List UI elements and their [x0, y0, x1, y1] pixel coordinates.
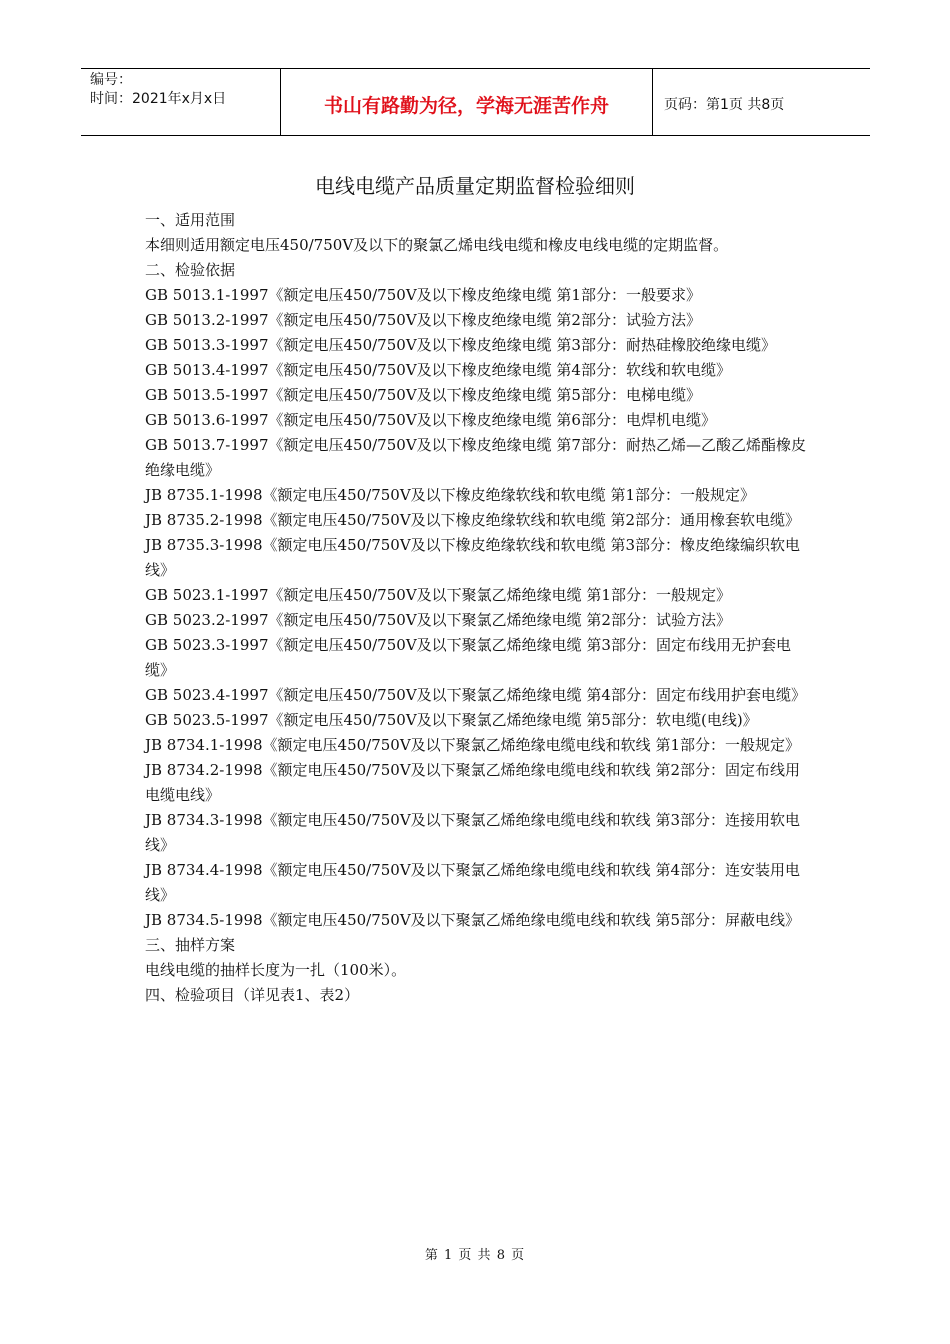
header-motto: 书山有路勤为径，学海无涯苦作舟: [281, 69, 653, 135]
standard-item: GB 5013.6-1997《额定电压450/750V及以下橡皮绝缘电缆 第6部分：电焊机电缆》: [145, 411, 716, 429]
standard-item: JB 8735.1-1998《额定电压450/750V及以下橡皮绝缘软线和软电缆 第1部分：一般规定》: [145, 486, 755, 504]
standard-item: GB 5013.4-1997《额定电压450/750V及以下橡皮绝缘电缆 第4部分：软线和软电缆》: [145, 361, 731, 379]
section-heading-scope: 一、适用范围: [145, 211, 236, 229]
document-date-label: 时间：2021年x月x日: [90, 91, 227, 107]
standard-item: JB 8735.2-1998《额定电压450/750V及以下橡皮绝缘软线和软电缆 第2部分：通用橡套软电缆》: [145, 511, 800, 529]
page-footer: 第 1 页 共 8 页: [424, 1248, 526, 1263]
standard-item: GB 5023.5-1997《额定电压450/750V及以下聚氯乙烯绝缘电缆 第5部分：软电缆(电线)》: [145, 711, 758, 729]
standard-item: GB 5023.3-1997《额定电压450/750V及以下聚氯乙烯绝缘电缆 第3部分：固定布线用无护套电缆》: [145, 636, 791, 679]
document-title: 电线电缆产品质量定期监督检验细则: [315, 174, 635, 198]
standard-item: GB 5023.1-1997《额定电压450/750V及以下聚氯乙烯绝缘电缆 第1部分：一般规定》: [145, 586, 731, 604]
page-header: [81, 68, 870, 136]
standard-item: GB 5023.4-1997《额定电压450/750V及以下聚氯乙烯绝缘电缆 第4部分：固定布线用护套电缆》: [145, 686, 806, 704]
standard-item: JB 8735.3-1998《额定电压450/750V及以下橡皮绝缘软线和软电缆 第3部分：橡皮绝缘编织软电线》: [145, 536, 800, 579]
standard-item: JB 8734.1-1998《额定电压450/750V及以下聚氯乙烯绝缘电缆电线和软线 第1部分：一般规定》: [145, 736, 800, 754]
document-body: [145, 208, 810, 1008]
standard-item: GB 5013.1-1997《额定电压450/750V及以下橡皮绝缘电缆 第1部分：一般要求》: [145, 286, 701, 304]
paragraph-scope: 本细则适用额定电压450/750V及以下的聚氯乙烯电线电缆和橡皮电线电缆的定期监督。: [145, 236, 729, 254]
header-meta: [81, 69, 281, 135]
standard-item: JB 8734.2-1998《额定电压450/750V及以下聚氯乙烯绝缘电缆电线和软线 第2部分：固定布线用电缆电线》: [145, 761, 800, 804]
header-page-number: 页码：第1页 共8页: [664, 97, 785, 113]
section-heading-sampling: 三、抽样方案: [145, 936, 236, 954]
standard-item: GB 5023.2-1997《额定电压450/750V及以下聚氯乙烯绝缘电缆 第2部分：试验方法》: [145, 611, 731, 629]
document-number-label: 编号：: [90, 72, 132, 88]
standard-item: GB 5013.7-1997《额定电压450/750V及以下橡皮绝缘电缆 第7部分：耐热乙烯—乙酸乙烯酯橡皮绝缘电缆》: [145, 436, 806, 479]
standard-item: JB 8734.3-1998《额定电压450/750V及以下聚氯乙烯绝缘电缆电线和软线 第3部分：连接用软电线》: [145, 811, 800, 854]
paragraph-sampling: 电线电缆的抽样长度为一扎（100米）。: [145, 961, 407, 979]
standard-item: GB 5013.5-1997《额定电压450/750V及以下橡皮绝缘电缆 第5部分：电梯电缆》: [145, 386, 701, 404]
standard-item: GB 5013.3-1997《额定电压450/750V及以下橡皮绝缘电缆 第3部分：耐热硅橡胶绝缘电缆》: [145, 336, 776, 354]
section-heading-basis: 二、检验依据: [145, 261, 236, 279]
standard-item: GB 5013.2-1997《额定电压450/750V及以下橡皮绝缘电缆 第2部分：试验方法》: [145, 311, 701, 329]
section-heading-items: 四、检验项目（详见表1、表2）: [145, 986, 360, 1004]
standard-item: JB 8734.5-1998《额定电压450/750V及以下聚氯乙烯绝缘电缆电线和软线 第5部分：屏蔽电线》: [145, 911, 800, 929]
standard-item: JB 8734.4-1998《额定电压450/750V及以下聚氯乙烯绝缘电缆电线和软线 第4部分：连安装用电线》: [145, 861, 800, 904]
